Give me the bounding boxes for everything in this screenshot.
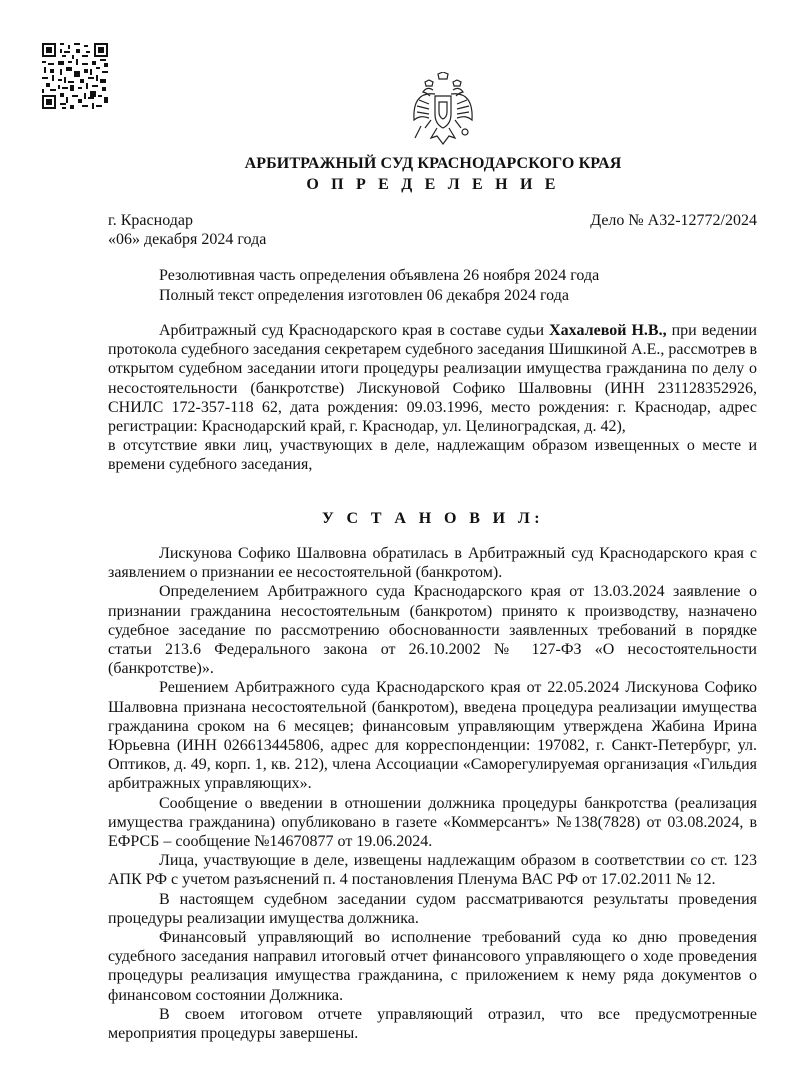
- resolution-announced-line: Резолютивная часть определения объявлена 26 ноября 2024 года: [159, 267, 600, 284]
- paragraph-final-report: Финансовый управляющий во исполнение требований суда ко дню проведения судебного заседания направил итоговый отчет финансового управляющего о ходе проведения процедуры реализация имущества гражданина, с приложением к нему ряда документов о финансовом состоянии Должника.: [108, 929, 757, 1004]
- paragraph-application: Лискунова Софико Шалвовна обратилась в Арбитражный суд Краснодарского края с заявлением о признании ее несостоятельной (банкротом).: [108, 545, 757, 582]
- court-name: АРБИТРАЖНЫЙ СУД КРАСНОДАРСКОГО КРАЯ: [244, 155, 622, 172]
- paragraph-hearing-scope: В настоящем судебном заседании судом рассматриваются результаты проведения процедуры реализации имущества должника.: [108, 890, 757, 927]
- paragraph-notification: Лица, участвующие в деле, извещены надлежащим образом в соответствии со ст. 123 АПК РФ с учетом разъяснений п. 4 постановления Пленума ВАС РФ от 17.02.2011 № 12.: [108, 852, 757, 889]
- intro-text-start: Арбитражный суд Краснодарского края в составе судьи: [159, 322, 550, 339]
- paragraph-publication: Сообщение о введении в отношении должника процедуры банкротства (реализация имущества гражданина) опубликовано в газете «Коммерсантъ» №138(7828) от 03.08.2024, в ЕФРСБ – сообщение №14670877 от 19.06.2024.: [108, 794, 757, 851]
- absence-paragraph: в отсутствие явки лиц, участвующих в деле, надлежащим образом извещенных о месте и времени судебного заседания,: [108, 437, 757, 474]
- document-type: О П Р Е Д Е Л Е Н И Е: [306, 176, 560, 193]
- judge-name: Хахалевой Н.В.,: [549, 322, 667, 339]
- paragraph-measures-completed: В своем итоговом отчете управляющий отразил, что все предусмотренные мероприятия процедуры завершены.: [108, 1005, 757, 1043]
- intro-text-rest: при ведении протокола судебного заседания секретарем судебного заседания Шишкиной А.Е., рассмотрев в открытом судебном заседании итоги процедуры реализации имущества гражданина по делу о несостоятельности (банкротстве) Лискуновой Софико Шалвовны (ИНН 231128352926, СНИЛС 172-357-118 62, дата рождения: 09.03.1996, место рождения: г. Краснодар, адрес регистрации: Краснодарский край, г. Краснодар, ул. Целиноградская, д. 42),: [108, 322, 757, 436]
- intro-section: [108, 321, 757, 475]
- russian-coat-of-arms-emblem: [411, 72, 475, 148]
- qr-code-icon: [42, 43, 108, 109]
- case-number: Дело № А32-12772/2024: [590, 212, 757, 229]
- paragraph-acceptance: Определением Арбитражного суда Краснодарского края от 13.03.2024 заявление о признании гражданина несостоятельным (банкротом) принято к производству, назначено судебное заседание по рассмотрению обоснованности заявленных требований в порядке статьи 213.6 Федерального закона от 26.10.2002 № 127-ФЗ «О несостоятельности (банкротстве)».: [108, 583, 757, 678]
- established-heading: У С Т А Н О В И Л:: [322, 510, 544, 527]
- intro-paragraph: [108, 321, 757, 436]
- established-section: [108, 544, 757, 1043]
- full-text-prepared-line: Полный текст определения изготовлен 06 декабря 2024 года: [159, 287, 569, 304]
- paragraph-decision: Решением Арбитражного суда Краснодарского края от 22.05.2024 Лискунова Софико Шалвовна признана несостоятельной (банкротом), введена процедура реализации имущества гражданина сроком на 6 месяцев; финансовым управляющим утверждена Жабина Ирина Юрьевна (ИНН 026613445806, адрес для корреспонденции: 197082, г. Санкт-Петербург, ул. Оптиков, д. 49, корп. 1, кв. 212), члена Ассоциации «Саморегулируемая организация «Гильдия арбитражных управляющих».: [108, 679, 757, 793]
- issue-date: «06» декабря 2024 года: [108, 231, 267, 248]
- issue-place: г. Краснодар: [108, 212, 193, 229]
